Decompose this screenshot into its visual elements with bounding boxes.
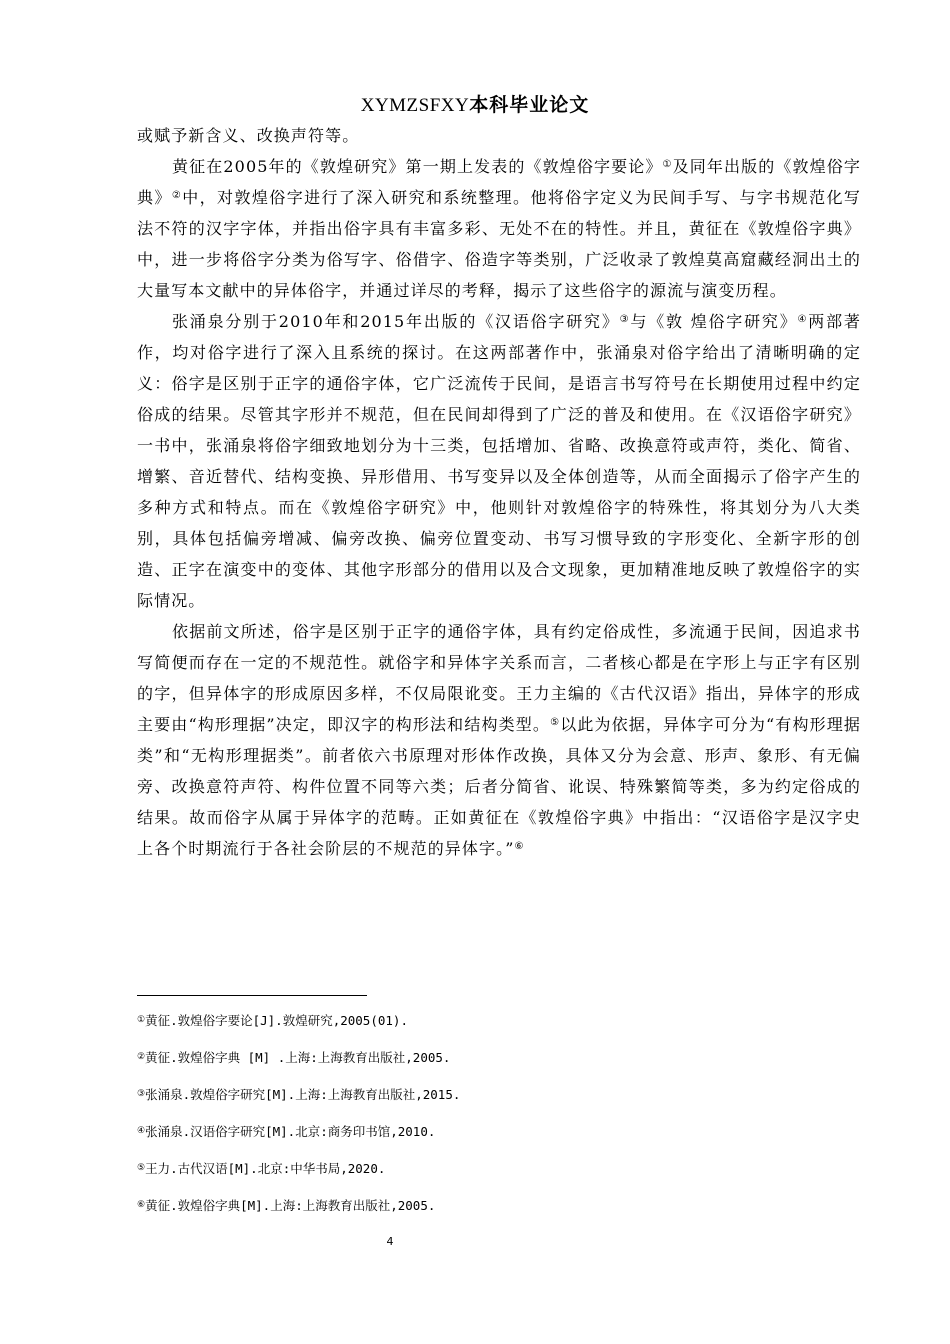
footnote-text: 黄征.敦煌俗字要论[J].敦煌研究,2005(01). xyxy=(145,1013,408,1028)
footnote-mark: ④ xyxy=(137,1126,146,1136)
footnote-ref[interactable]: ③ xyxy=(619,314,631,325)
footnote-text: 王力.古代汉语[M].北京:中华书局,2020. xyxy=(145,1161,386,1176)
footnote-mark: ③ xyxy=(137,1089,146,1099)
footnote-separator xyxy=(137,995,367,996)
header-label: 本科毕业论文 xyxy=(469,94,590,116)
paragraph-conclusion xyxy=(137,616,861,864)
paragraph-zhang-yongquan xyxy=(137,306,861,616)
footnote-ref[interactable]: ⑤ xyxy=(550,717,561,728)
header-code: XYMZSFXY xyxy=(360,95,470,116)
paragraph-continuation xyxy=(137,120,861,151)
paragraph-text: 与《敦 煌俗字研究》 xyxy=(630,312,798,331)
paragraph-text: 及同年出版的《敦煌俗字典》 xyxy=(137,157,861,207)
page-number: 4 xyxy=(386,1235,394,1248)
footnote-item xyxy=(137,1150,861,1187)
footnote-item xyxy=(137,1039,861,1076)
footnote-item xyxy=(137,1002,861,1039)
footnote-ref[interactable]: ② xyxy=(171,190,183,201)
paragraph-text: 张涌泉分别于2010年和2015年出版的《汉语俗字研究》 xyxy=(172,312,620,331)
thesis-body xyxy=(137,120,861,864)
footnote-ref[interactable]: ① xyxy=(662,159,673,170)
footnote-mark: ② xyxy=(137,1052,146,1062)
paragraph-text: 或赋予新含义、改换声符等。 xyxy=(137,126,360,145)
footnote-mark: ⑤ xyxy=(137,1163,146,1173)
paragraph-text: 依据前文所述，俗字是区别于正字的通俗字体，具有约定俗成性，多流通于民间，因追求书写简便而存在一定的不规范性。就俗字和异体字关系而言，二者核心都是在字形上与正字有区别的字，但异体字的形成原因多样，不仅局限讹变。王力主编的《古代汉语》指出，异体字的形成主要由“构形理据”决定，即汉字的构形法和结构类型。 xyxy=(137,622,861,734)
paragraph-text: 黄征在2005年的《敦煌研究》第一期上发表的《敦煌俗字要论》 xyxy=(172,157,663,176)
footnote-text: 张涌泉.敦煌俗字研究[M].上海:上海教育出版社,2015. xyxy=(145,1087,461,1102)
footnote-ref[interactable]: ⑥ xyxy=(514,841,525,852)
footnote-item xyxy=(137,1076,861,1113)
footnote-item xyxy=(137,1113,861,1150)
footnote-item xyxy=(137,1187,861,1224)
footnote-mark: ⑥ xyxy=(137,1200,146,1210)
footnote-text: 张涌泉.汉语俗字研究[M].北京:商务印书馆,2010. xyxy=(145,1124,436,1139)
footnote-list xyxy=(137,1002,861,1224)
paragraph-text: 中，对敦煌俗字进行了深入研究和系统整理。他将俗字定义为民间手写、与字书规范化写法不符的汉字字体，并指出俗字具有丰富多彩、无处不在的特性。并且，黄征在《敦煌俗字典》中，进一步将俗字分类为俗写字、俗借字、俗造字等类别，广泛收录了敦煌莫高窟藏经洞出土的大量写本文献中的异体俗字，并通过详尽的考释，揭示了这些俗字的源流与演变历程。 xyxy=(137,188,861,300)
page-header xyxy=(0,92,950,119)
paragraph-text: 以此为依据，异体字可分为“有构形理据类”和“无构形理据类”。前者依六书原理对形体作改换，具体又分为会意、形声、象形、有无偏旁、改换意符声符、构件位置不同等六类；后者分简省、讹误、特殊繁简等类，多为约定俗成的结果。故而俗字从属于异体字的范畴。正如黄征在《敦煌俗字典》中指出：“汉语俗字是汉字史上各个时期流行于各社会阶层的不规范的异体字。” xyxy=(137,715,861,858)
footnote-text: 黄征.敦煌俗字典 [M] .上海:上海教育出版社,2005. xyxy=(145,1050,451,1065)
paragraph-huang-zheng xyxy=(137,151,861,306)
footnote-text: 黄征.敦煌俗字典[M].上海:上海教育出版社,2005. xyxy=(145,1198,436,1213)
paragraph-text: 两部著作，均对俗字进行了深入且系统的探讨。在这两部著作中，张涌泉对俗字给出了清晰明确的定义：俗字是区别于正字的通俗字体，它广泛流传于民间，是语言书写符号在长期使用过程中约定俗成的结果。尽管其字形并不规范，但在民间却得到了广泛的普及和使用。在《汉语俗字研究》一书中，张涌泉将俗字细致地划分为十三类，包括增加、省略、改换意符或声符，类化、简省、增繁、音近替代、结构变换、异形借用、书写变异以及全体创造等，从而全面揭示了俗字产生的多种方式和特点。而在《敦煌俗字研究》中，他则针对敦煌俗字的特殊性，将其划分为八大类别，具体包括偏旁增减、偏旁改换、偏旁位置变动、书写习惯导致的字形变化、全新字形的创造、正字在演变中的变体、其他字形部分的借用以及合文现象，更加精准地反映了敦煌俗字的实际情况。 xyxy=(137,312,861,610)
footnote-mark: ① xyxy=(137,1015,146,1025)
footnote-ref[interactable]: ④ xyxy=(797,314,809,325)
